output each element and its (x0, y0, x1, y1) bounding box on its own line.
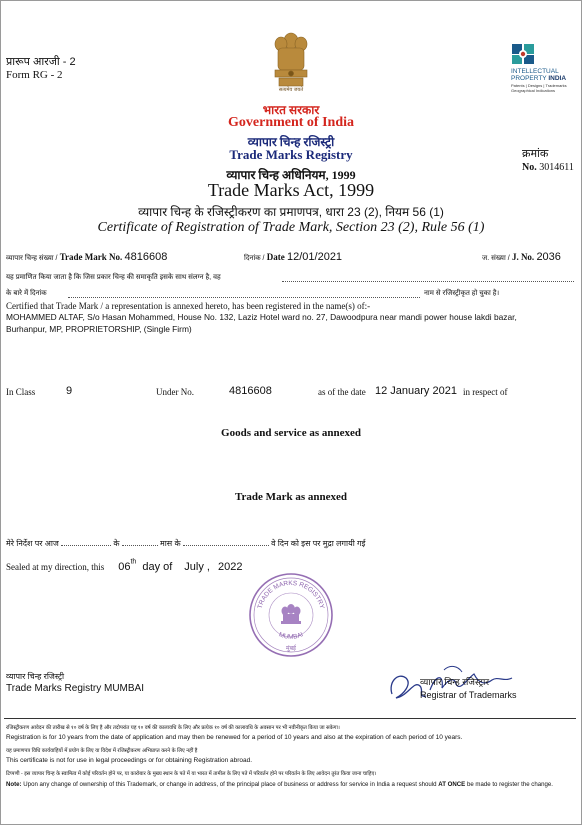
form-code-english: Form RG - 2 (6, 69, 63, 81)
ip-india-logo (509, 42, 579, 104)
government-hindi: भारत सरकार (262, 103, 320, 117)
footer-registry-english: Trade Marks Registry MUMBAI (6, 683, 144, 694)
sealed-hindi-b: के (113, 539, 120, 548)
act-hindi: व्यापार चिन्ह अधिनियम, 1999 (226, 168, 356, 182)
note3-text-b: be made to register the change. (466, 781, 553, 788)
registrar-english: Registrar of Trademarks (420, 690, 517, 700)
ip-logo-line3: Patents | Designs | Trademarks (511, 83, 567, 88)
body-line2-end-hindi: नाम से रजिस्ट्रीकृत हो चुका है। (424, 290, 500, 297)
sealed-hindi-d: वे दिन को इस पर मुद्रा लगायी गई (271, 539, 366, 548)
under-no-value: 4816608 (229, 385, 272, 397)
ip-india-logo-icon (511, 42, 539, 66)
dotted-fill-2 (68, 297, 420, 298)
sealed-day: 06 (118, 561, 131, 573)
serial-value: 3014611 (539, 162, 574, 173)
note3-english (6, 781, 553, 788)
note1-hindi: रजिस्ट्रीकरण आवेदन की तारीख से १० वर्ष के लिए है और तदोपरांत यह १० वर्ष की कालावधि के लिए और प्रत्येक १० वर्ष की कालावधि के अवसान पर भी नवीनीकृत किया जा सकेगा। (6, 725, 340, 731)
ip-logo-line1: INTELLECTUAL (511, 68, 559, 75)
owner-line1: MOHAMMED ALTAF, S/o Hasan Mohammed, House No. 132, Laziz Hotel ward no. 27, Dawoodpura near mandi power house lakdi bazar, (6, 312, 517, 322)
serial-number (522, 162, 574, 173)
note1-english: Registration is for 10 years from the date of application and may then be renewed for a period of 10 years and also at the expiration of each period of 10 years. (6, 734, 463, 741)
owner-line2: Burhanpur, MP, PROPRIETORSHIP, (Single Firm) (6, 324, 192, 334)
emblem-motto: सत्यमेव जयते (278, 87, 304, 93)
sealed-label: Sealed at my direction, this (6, 562, 105, 572)
note3-text-a: Upon any change of ownership of this Trademark, or change in address, of the principal place of business or address for service in India a request should (23, 781, 437, 788)
note2-hindi: यह प्रमाणपत्र विधि कार्यवाहियों में प्रयोग के लिए या विदेश में रजिस्ट्रीकरण अभिप्राप्त करने के लिए नहीं है (6, 748, 198, 754)
sealed-hindi-c: मास के (159, 539, 181, 548)
seal-bottom-text: MUMBAI (277, 631, 305, 641)
in-class-label: In Class (6, 387, 36, 397)
date-value: 12/01/2021 (287, 251, 343, 263)
sealed-hindi (6, 538, 365, 549)
note3-emphasis: AT ONCE (438, 781, 466, 788)
registry-hindi: व्यापार चिन्ह रजिस्ट्री (247, 135, 335, 149)
as-of-label: as of the date (318, 387, 366, 397)
sealed-day-suffix: th (130, 558, 137, 566)
registration-date (244, 251, 342, 263)
in-respect-label: in respect of (463, 387, 508, 397)
registry-seal-stamp (248, 572, 334, 658)
svg-text:MUMBAI (278, 631, 305, 641)
government-english: Government of India (228, 115, 354, 130)
tm-label-english: Trade Mark No. (59, 252, 123, 262)
national-emblem-icon (269, 30, 313, 96)
goods-services: Goods and service as annexed (221, 427, 361, 439)
date-label-hindi: दिनांक / (244, 255, 265, 262)
body-line1-hindi: यह प्रमाणित किया जाता है कि जिस प्रकार चिन्ह की समाकृति इसके साथ संलग्न है, वह (6, 274, 221, 281)
journal-label-hindi: ज. संख्या / (482, 255, 510, 262)
dotted-fill-1 (282, 281, 574, 282)
sealed-month: July , (184, 561, 210, 573)
tm-number: 4816608 (124, 251, 168, 263)
note2-english: This certificate is not for use in legal proceedings or for obtaining Registration abroad. (6, 757, 253, 764)
trade-mark-annexed: Trade Mark as annexed (235, 491, 347, 503)
date-label-english: Date (266, 252, 285, 262)
sealed-english (6, 557, 242, 575)
registrar-hindi: व्यापार चिन्ह रजिस्ट्रार (420, 677, 490, 687)
notes-separator (4, 718, 576, 719)
journal-label-english: J. No. (511, 252, 535, 262)
journal-value: 2036 (536, 251, 561, 263)
trade-mark-number (6, 251, 167, 263)
sealed-hindi-a: मेरे निर्देश पर आज (6, 539, 59, 548)
registry-english: Trade Marks Registry (229, 147, 353, 162)
under-no-label: Under No. (156, 387, 194, 397)
body-line2-hindi: के बारे में दिनांक (6, 290, 47, 297)
journal-number (482, 251, 561, 263)
as-of-value: 12 January 2021 (375, 385, 457, 397)
certificate-title-hindi: व्यापार चिन्ह के रजिस्ट्रीकरण का प्रमाणपत्र, धारा 23 (2), नियम 56 (1) (138, 205, 444, 219)
form-code-hindi: प्रारूप आरजी - 2 (6, 56, 76, 68)
ip-logo-line2: PROPERTY (511, 75, 547, 82)
sealed-day-of: day of (142, 561, 173, 573)
act-english: Trade Marks Act, 1999 (207, 180, 375, 200)
certificate-title-english: Certificate of Registration of Trade Mark, Section 23 (2), Rule 56 (1) (97, 220, 485, 235)
serial-label-english: No. (522, 162, 537, 173)
tm-label-hindi: व्यापार चिन्ह संख्या / (6, 255, 58, 262)
sealed-year: 2022 (217, 561, 243, 573)
ip-logo-line2b: INDIA (548, 75, 567, 82)
class-value: 9 (66, 385, 73, 397)
seal-hindi-text: मुंबई (286, 646, 296, 652)
note3-hindi: टिप्पणी - इस व्यापार चिन्ह के स्वामित्व में कोई परिवर्तन होने पर, या कारोबार के मुख्य स्थान के पते में या भारत में तामील के लिए पते में परिवर्तन होने पर परिवर्तन के लिए आवेदन तुरंत किया जाना चाहिए। (6, 771, 377, 777)
footer-registry-hindi: व्यापार चिन्ह रजिस्ट्री (6, 672, 65, 681)
note3-label: Note: (6, 781, 22, 788)
ip-logo-line4: Geographical Indications (511, 88, 556, 93)
serial-label-hindi: क्रमांक (522, 148, 549, 160)
certified-statement: Certified that Trade Mark / a representation is annexed hereto, has been registered in the name(s) of:- (6, 301, 371, 311)
seal-top-text: TRADE MARKS REGISTRY (256, 579, 326, 610)
